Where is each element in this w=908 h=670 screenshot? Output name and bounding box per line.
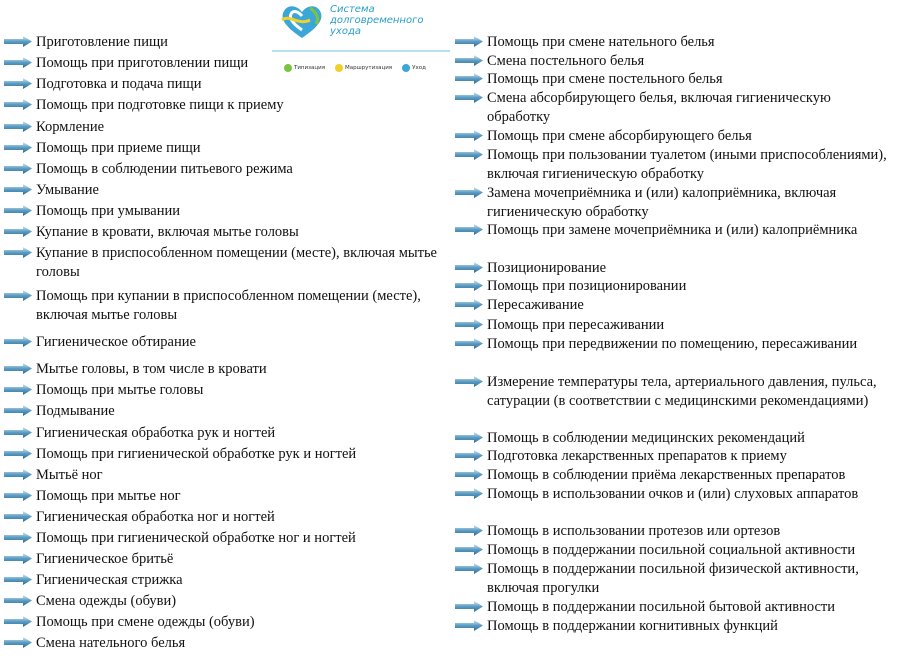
list-item xyxy=(4,54,456,73)
list-item-label: Гигиеническая обработка ног и ногтей xyxy=(36,509,275,525)
list-item-label: Помощь при купании в приспособленном помещении (месте), включая мытье головы xyxy=(36,288,421,323)
list-item-label: Помощь при замене мочеприёмника и (или) калоприёмника xyxy=(487,222,858,238)
list-item-label: Помощь при смене одежды (обуви) xyxy=(36,614,255,630)
list-item xyxy=(4,550,456,569)
list-item-label: Помощь в поддержании когнитивных функций xyxy=(487,618,778,634)
arrow-bullet-icon xyxy=(455,525,483,536)
arrow-bullet-icon xyxy=(455,130,483,141)
list-item-label: Помощь в использовании очков и (или) слуховых аппаратов xyxy=(487,486,859,502)
list-item-label: Подготовка и подача пищи xyxy=(36,76,202,92)
list-item xyxy=(455,485,897,504)
list-item-label: Помощь при умывании xyxy=(36,203,181,219)
list-item-label: Помощь при гигиенической обработке рук и ногтей xyxy=(36,446,357,462)
arrow-bullet-icon xyxy=(4,637,32,648)
list-item-label: Подмывание xyxy=(36,403,115,419)
arrow-bullet-icon xyxy=(455,563,483,574)
list-item-label: Помощь при пересаживании xyxy=(487,317,665,333)
arrow-bullet-icon xyxy=(4,469,32,480)
list-item xyxy=(455,541,897,560)
arrow-bullet-icon xyxy=(4,405,32,416)
list-item xyxy=(455,447,897,466)
list-item xyxy=(455,617,897,636)
list-item xyxy=(4,592,456,611)
list-item-label: Помощь при позиционировании xyxy=(487,278,687,294)
arrow-bullet-icon xyxy=(455,262,483,273)
arrow-bullet-icon xyxy=(4,363,32,374)
arrow-bullet-icon xyxy=(4,384,32,395)
list-item-label: Помощь в соблюдении медицинских рекомендаций xyxy=(487,430,805,446)
list-item xyxy=(455,89,897,127)
list-item xyxy=(455,70,897,89)
list-item-label: Помощь при мытье головы xyxy=(36,382,204,398)
list-item xyxy=(4,466,456,485)
arrow-bullet-icon xyxy=(4,184,32,195)
list-item xyxy=(4,613,456,632)
list-item-label: Помощь при пользовании туалетом (иными приспособлениями), включая гигиеническую обработку xyxy=(487,147,887,182)
list-item-label: Измерение температуры тела, артериального давления, пульса, сатурации (в соответствии с медицинскими рекомендациями) xyxy=(487,374,877,409)
list-item xyxy=(455,221,897,240)
list-item-label: Гигиеническая стрижка xyxy=(36,572,183,588)
arrow-bullet-icon xyxy=(455,432,483,443)
list-item xyxy=(4,202,456,221)
list-item-label: Подготовка лекарственных препаратов к приему xyxy=(487,448,787,464)
list-item-label: Помощь при смене абсорбирующего белья xyxy=(487,128,752,144)
list-item xyxy=(4,360,456,379)
list-item-label: Гигиеническое обтирание xyxy=(36,334,196,350)
list-item xyxy=(4,571,456,590)
list-item xyxy=(455,466,897,485)
list-item xyxy=(455,429,897,448)
logo-title-line: ухода xyxy=(330,26,361,37)
list-item-label: Смена нательного белья xyxy=(36,635,186,651)
list-item xyxy=(455,598,897,617)
list-item-label: Гигиеническая обработка рук и ногтей xyxy=(36,425,276,441)
list-item-label: Помощь в поддержании посильной социальной активности xyxy=(487,542,856,558)
nav-label: Уход xyxy=(412,65,426,71)
list-item xyxy=(4,333,456,352)
arrow-bullet-icon xyxy=(455,601,483,612)
list-item xyxy=(4,75,456,94)
arrow-bullet-icon xyxy=(4,226,32,237)
arrow-bullet-icon xyxy=(455,187,483,198)
arrow-bullet-icon xyxy=(4,78,32,89)
list-item-label: Помощь при смене нательного белья xyxy=(487,34,715,50)
arrow-bullet-icon xyxy=(455,488,483,499)
list-item-label: Замена мочеприёмника и (или) калоприёмника, включая гигиеническую обработку xyxy=(487,185,837,220)
arrow-bullet-icon xyxy=(4,532,32,543)
list-item xyxy=(455,259,897,278)
arrow-bullet-icon xyxy=(455,224,483,235)
arrow-bullet-icon xyxy=(4,616,32,627)
list-item-label: Кормление xyxy=(36,119,105,135)
arrow-bullet-icon xyxy=(455,450,483,461)
arrow-bullet-icon xyxy=(455,149,483,160)
list-item xyxy=(455,296,897,315)
list-item-label: Помощь в поддержании посильной физической активности, включая прогулки xyxy=(487,561,859,596)
list-item xyxy=(4,223,456,242)
arrow-bullet-icon xyxy=(455,338,483,349)
arrow-bullet-icon xyxy=(4,205,32,216)
list-item xyxy=(4,487,456,506)
arrow-bullet-icon xyxy=(4,99,32,110)
arrow-bullet-icon xyxy=(4,121,32,132)
list-item xyxy=(455,335,897,354)
list-item xyxy=(4,244,456,282)
list-item xyxy=(4,287,456,325)
arrow-bullet-icon xyxy=(4,290,32,301)
list-item-label: Мытье головы, в том числе в кровати xyxy=(36,361,267,377)
list-item xyxy=(4,381,456,400)
arrow-bullet-icon xyxy=(455,620,483,631)
arrow-bullet-icon xyxy=(4,57,32,68)
list-item xyxy=(4,181,456,200)
list-item-label: Приготовление пищи xyxy=(36,34,168,50)
list-item-label: Помощь при гигиенической обработке ног и ногтей xyxy=(36,530,356,546)
list-item xyxy=(455,277,897,296)
arrow-bullet-icon xyxy=(455,73,483,84)
logo-title-line: Система xyxy=(330,4,375,15)
list-item-label: Помощь при приеме пищи xyxy=(36,140,201,156)
list-item xyxy=(4,529,456,548)
arrow-bullet-icon xyxy=(4,553,32,564)
list-item xyxy=(455,522,897,541)
list-item-label: Мытьё ног xyxy=(36,467,103,483)
list-item-label: Помощь при смене постельного белья xyxy=(487,71,723,87)
list-item-label: Помощь при приготовлении пищи xyxy=(36,55,249,71)
nav-label: Типизация xyxy=(294,65,326,71)
list-item-label: Смена постельного белья xyxy=(487,53,645,69)
arrow-bullet-icon xyxy=(4,427,32,438)
arrow-bullet-icon xyxy=(455,299,483,310)
list-item-label: Помощь в использовании протезов или ортезов xyxy=(487,523,781,539)
arrow-bullet-icon xyxy=(455,376,483,387)
list-item-label: Помощь в соблюдении приёма лекарственных препаратов xyxy=(487,467,846,483)
list-item xyxy=(4,445,456,464)
list-item-label: Гигиеническое бритьё xyxy=(36,551,174,567)
list-item-label: Смена одежды (обуви) xyxy=(36,593,177,609)
list-item xyxy=(4,634,456,653)
list-item xyxy=(455,184,897,222)
arrow-bullet-icon xyxy=(4,142,32,153)
list-item xyxy=(4,118,456,137)
list-item-label: Позиционирование xyxy=(487,260,607,276)
list-item-label: Помощь при передвижении по помещению, пересаживании xyxy=(487,336,858,352)
arrow-bullet-icon xyxy=(4,490,32,501)
arrow-bullet-icon xyxy=(4,595,32,606)
arrow-bullet-icon xyxy=(455,319,483,330)
list-item xyxy=(4,139,456,158)
list-item xyxy=(4,33,456,52)
list-item-label: Помощь при подготовке пищи к приему xyxy=(36,97,284,113)
arrow-bullet-icon xyxy=(455,469,483,480)
list-item-label: Пересаживание xyxy=(487,297,584,313)
arrow-bullet-icon xyxy=(455,92,483,103)
list-item-label: Помощь при мытье ног xyxy=(36,488,181,504)
arrow-bullet-icon xyxy=(455,280,483,291)
arrow-bullet-icon xyxy=(4,36,32,47)
nav-label: Маршрутизация xyxy=(345,65,393,71)
list-item xyxy=(4,508,456,527)
arrow-bullet-icon xyxy=(4,336,32,347)
list-item xyxy=(455,316,897,335)
list-item-label: Помощь в соблюдении питьевого режима xyxy=(36,161,293,177)
arrow-bullet-icon xyxy=(455,55,483,66)
arrow-bullet-icon xyxy=(4,163,32,174)
arrow-bullet-icon xyxy=(455,36,483,47)
list-item xyxy=(4,424,456,443)
logo-title-line: долговременного xyxy=(330,15,424,26)
list-item-label: Умывание xyxy=(36,182,99,198)
list-item xyxy=(455,146,897,184)
list-item xyxy=(4,96,456,115)
list-item xyxy=(4,402,456,421)
list-item xyxy=(455,127,897,146)
list-item xyxy=(455,560,897,598)
list-item xyxy=(455,33,897,52)
arrow-bullet-icon xyxy=(4,247,32,258)
arrow-bullet-icon xyxy=(455,544,483,555)
list-item xyxy=(455,373,897,411)
list-item-label: Купание в приспособленном помещении (месте), включая мытье головы xyxy=(36,245,437,280)
arrow-bullet-icon xyxy=(4,448,32,459)
arrow-bullet-icon xyxy=(4,574,32,585)
arrow-bullet-icon xyxy=(4,511,32,522)
list-item-label: Смена абсорбирующего белья, включая гигиеническую обработку xyxy=(487,90,831,125)
list-item xyxy=(455,52,897,71)
list-item-label: Купание в кровати, включая мытье головы xyxy=(36,224,299,240)
list-item xyxy=(4,160,456,179)
list-item-label: Помощь в поддержании посильной бытовой активности xyxy=(487,599,835,615)
